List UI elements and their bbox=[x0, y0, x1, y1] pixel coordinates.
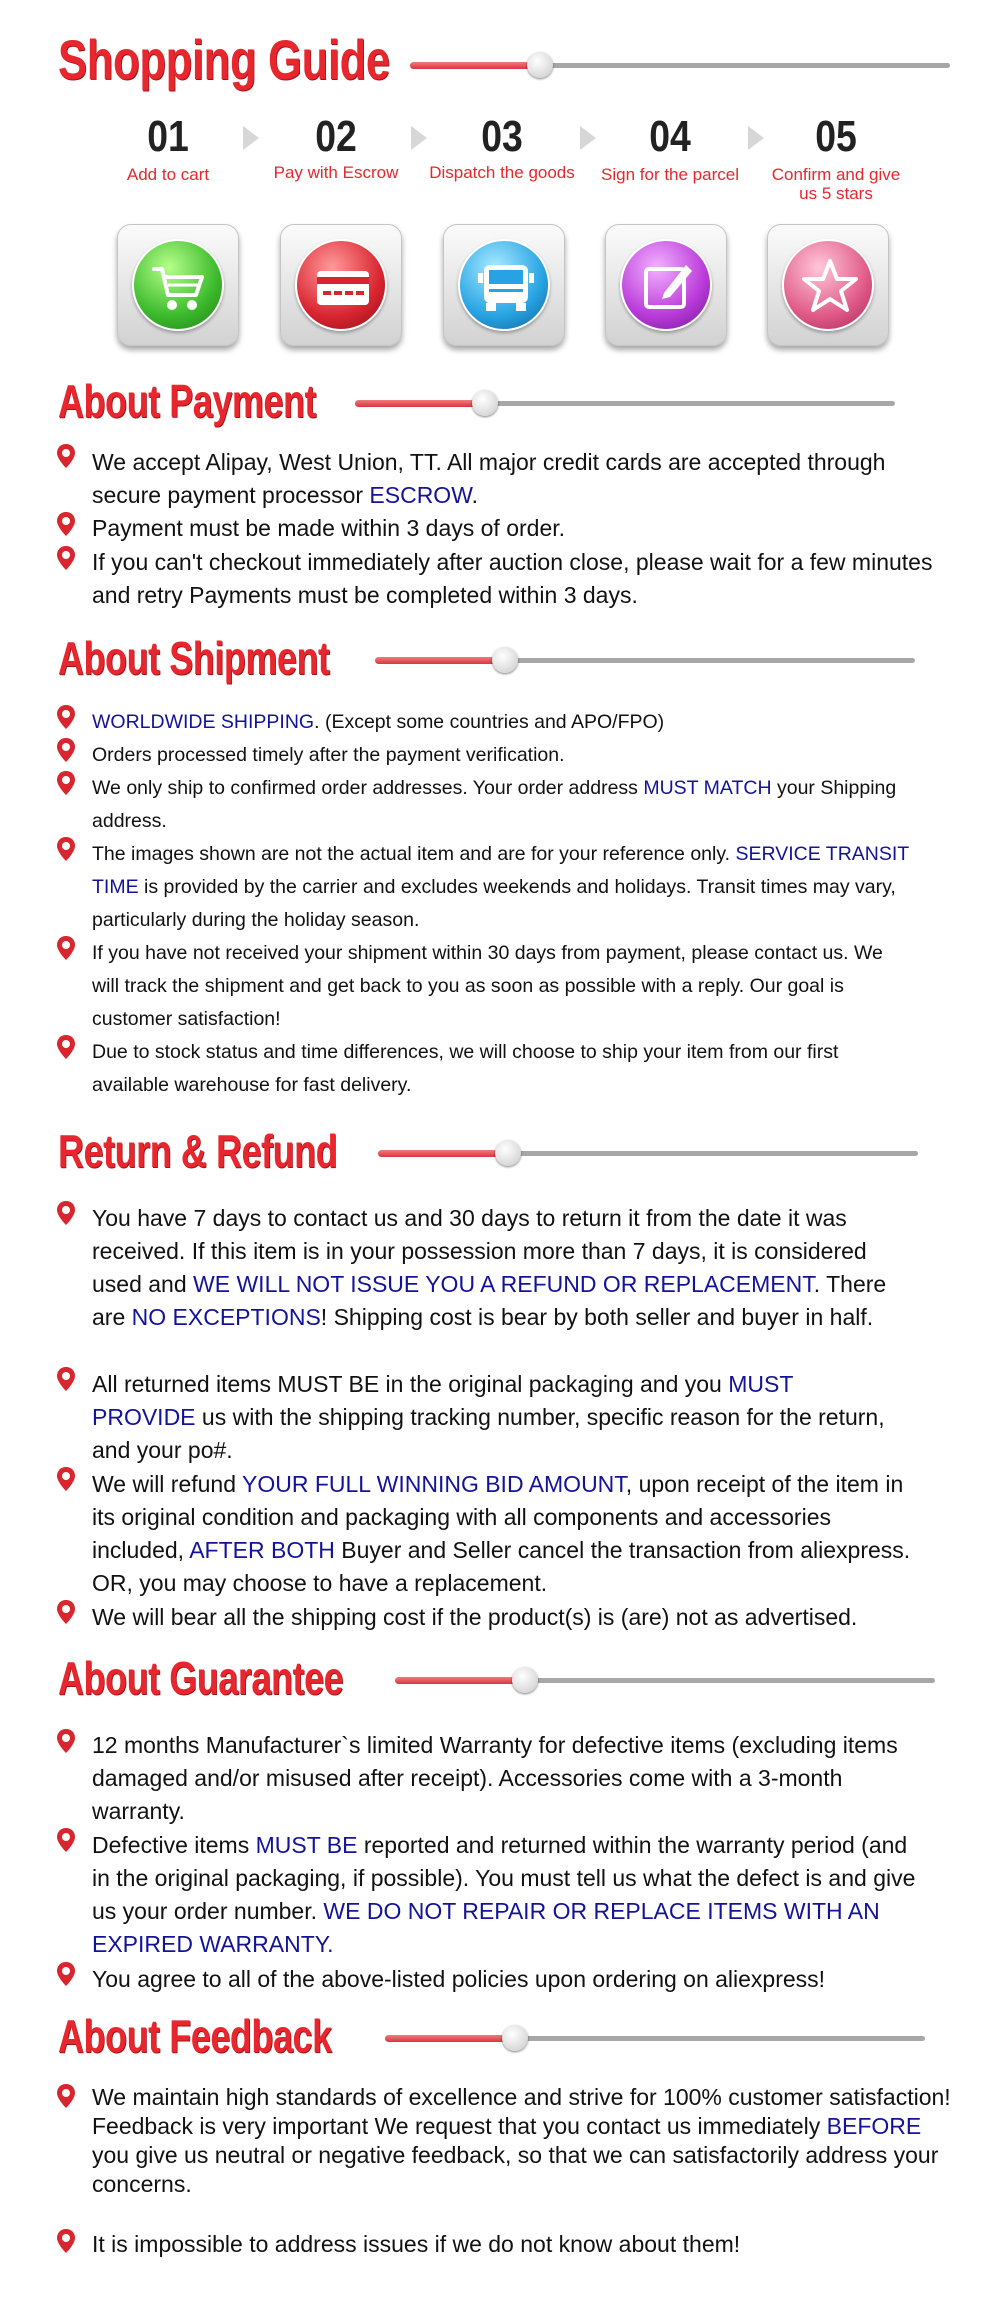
about-payment-title: About Payment bbox=[58, 375, 317, 427]
feedback-slider bbox=[385, 2025, 925, 2051]
map-pin-icon bbox=[56, 1827, 76, 1853]
step-arrow-icon bbox=[243, 126, 259, 150]
map-pin-icon bbox=[56, 2083, 76, 2109]
refund-item bbox=[92, 1202, 902, 1334]
text-segment: . There are bbox=[92, 1271, 887, 1330]
step-4-tile bbox=[605, 224, 727, 346]
step-3-tile bbox=[443, 224, 565, 346]
highlighted-text: YOUR FULL WINNING BID AMOUNT bbox=[242, 1471, 626, 1497]
text-segment: . (Except some countries and APO/FPO) bbox=[314, 711, 665, 733]
map-pin-icon bbox=[56, 511, 76, 537]
text-segment: We accept Alipay, West Union, TT. All major credit cards are accepted through secure payment processor bbox=[92, 449, 886, 508]
guarantee-item bbox=[92, 1829, 922, 1961]
text-segment: you give us neutral or negative feedback, so that we can satisfactorily address your concerns. bbox=[92, 2142, 939, 2197]
guarantee-item bbox=[92, 1729, 932, 1828]
map-pin-icon bbox=[56, 1366, 76, 1392]
step-label: Dispatch the goods bbox=[429, 163, 575, 182]
payment-item bbox=[92, 546, 942, 612]
highlighted-text: WE DO NOT REPAIR OR REPLACE ITEMS WITH AN EXPIRED WARRANTY. bbox=[92, 1898, 880, 1957]
map-pin-icon bbox=[56, 737, 76, 763]
text-segment: ! Shipping cost is bear by both seller and buyer in half. bbox=[320, 1304, 874, 1330]
step-number: 02 bbox=[315, 112, 357, 161]
text-segment: We will refund bbox=[92, 1471, 242, 1497]
step-label: Sign for the parcel bbox=[601, 165, 739, 184]
text-segment: It is impossible to address issues if we do not know about them! bbox=[92, 2231, 741, 2257]
text-segment: reported and returned within the warranty period (and in the original packaging, if possible). You must tell us what the defect is and give us your order number. bbox=[92, 1832, 916, 1924]
text-segment: We only ship to confirmed order addresses. Your order address bbox=[92, 777, 644, 799]
step-number: 03 bbox=[481, 112, 523, 161]
about-shipment-title: About Shipment bbox=[58, 632, 330, 684]
step-arrow-icon bbox=[748, 126, 764, 150]
text-segment: If you have not received your shipment within 30 days from payment, please contact us. We will track the shipment and get back to you as soon as possible with a reply. Our goal is customer satisfaction! bbox=[92, 942, 883, 1030]
shopping-guide-title: Shopping Guide bbox=[58, 28, 390, 91]
step-number: 04 bbox=[649, 112, 691, 161]
map-pin-icon bbox=[56, 545, 76, 571]
step-label: Pay with Escrow bbox=[273, 163, 399, 182]
step-5-tile bbox=[767, 224, 889, 346]
highlighted-text: NO EXCEPTIONS bbox=[131, 1304, 321, 1330]
step-label: Add to cart bbox=[126, 165, 210, 184]
highlighted-text: MUST PROVIDE bbox=[92, 1371, 793, 1430]
highlighted-text: BEFORE bbox=[826, 2113, 922, 2139]
payment-item bbox=[92, 512, 942, 545]
return-refund-title: Return & Refund bbox=[58, 1125, 338, 1177]
shipment-item bbox=[92, 1036, 892, 1102]
text-segment: The images shown are not the actual item and are for your reference only. bbox=[92, 843, 736, 865]
highlighted-text: SERVICE TRANSIT TIME bbox=[92, 843, 909, 898]
payment-slider bbox=[355, 390, 895, 416]
text-segment: We will bear all the shipping cost if the product(s) is (are) not as advertised. bbox=[92, 1604, 858, 1630]
credit-card-icon bbox=[311, 255, 375, 319]
highlighted-text: ESCROW bbox=[369, 482, 472, 508]
map-pin-icon bbox=[56, 1034, 76, 1060]
guarantee-item bbox=[92, 1963, 992, 1996]
map-pin-icon bbox=[56, 2228, 76, 2254]
text-segment: We maintain high standards of excellence and strive for 100% customer satisfaction! Feedback is very important We request that you contact us immediately bbox=[92, 2084, 951, 2139]
highlighted-text: MUST MATCH bbox=[643, 777, 772, 799]
map-pin-icon bbox=[56, 836, 76, 862]
shipment-item bbox=[92, 739, 942, 772]
map-pin-icon bbox=[56, 443, 76, 469]
map-pin-icon bbox=[56, 1599, 76, 1625]
payment-item bbox=[92, 446, 942, 512]
guarantee-slider bbox=[395, 1667, 935, 1693]
map-pin-icon bbox=[56, 770, 76, 796]
step-label: Confirm and give us 5 stars bbox=[771, 165, 901, 203]
map-pin-icon bbox=[56, 1728, 76, 1754]
delivery-truck-icon bbox=[474, 255, 538, 319]
text-segment: , upon receipt of the item in its original condition and packaging with all components and accessories included, bbox=[92, 1471, 904, 1563]
highlighted-text: MUST BE bbox=[255, 1832, 358, 1858]
step-arrow-icon bbox=[411, 126, 427, 150]
text-segment: Defective items bbox=[92, 1832, 256, 1858]
text-segment: All returned items MUST BE in the original packaging and you bbox=[92, 1371, 729, 1397]
highlighted-text: AFTER BOTH bbox=[189, 1537, 335, 1563]
text-segment: Due to stock status and time differences, we will choose to ship your item from our first available warehouse for fast delivery. bbox=[92, 1041, 839, 1096]
text-segment: If you can't checkout immediately after auction close, please wait for a few minutes and retry Payments must be completed within 3 days. bbox=[92, 549, 933, 608]
refund-slider bbox=[378, 1140, 918, 1166]
shopping-cart-icon bbox=[148, 255, 212, 319]
text-segment: . bbox=[471, 482, 479, 508]
map-pin-icon bbox=[56, 1961, 76, 1987]
star-icon bbox=[798, 255, 862, 319]
text-segment: You have 7 days to contact us and 30 days to return it from the date it was received. If this item is in your possession more than 7 days, it is considered used and bbox=[92, 1205, 867, 1297]
highlighted-text: WORLDWIDE SHIPPING bbox=[92, 711, 315, 733]
edit-pencil-icon bbox=[636, 255, 700, 319]
map-pin-icon bbox=[56, 704, 76, 730]
text-segment: Orders processed timely after the payment verification. bbox=[92, 744, 565, 766]
shipment-item bbox=[92, 937, 892, 1036]
text-segment: Buyer and Seller cancel the transaction from aliexpress. OR, you may choose to have a replacement. bbox=[92, 1537, 911, 1596]
text-segment: 12 months Manufacturer`s limited Warranty for defective items (excluding items damaged and/or misused after receipt). Accessories come with a 3-month warranty. bbox=[92, 1732, 898, 1824]
step-number: 01 bbox=[147, 112, 189, 161]
shipment-slider bbox=[375, 647, 915, 673]
shipment-item bbox=[92, 772, 912, 838]
feedback-item bbox=[92, 2083, 952, 2199]
highlighted-text: WE WILL NOT ISSUE YOU A REFUND OR REPLACEMENT bbox=[193, 1271, 814, 1297]
map-pin-icon bbox=[56, 1200, 76, 1226]
step-arrow-icon bbox=[580, 126, 596, 150]
about-guarantee-title: About Guarantee bbox=[58, 1652, 344, 1704]
step-2-tile bbox=[280, 224, 402, 346]
step-1-tile bbox=[117, 224, 239, 346]
text-segment: Payment must be made within 3 days of order. bbox=[92, 515, 566, 541]
text-segment: us with the shipping tracking number, specific reason for the return, and your po#. bbox=[92, 1404, 885, 1463]
feedback-item bbox=[92, 2228, 952, 2261]
map-pin-icon bbox=[56, 1466, 76, 1492]
refund-item bbox=[92, 1468, 922, 1600]
text-segment: You agree to all of the above-listed policies upon ordering on aliexpress! bbox=[92, 1966, 826, 1992]
shipment-item bbox=[92, 706, 942, 739]
step-number: 05 bbox=[815, 112, 857, 161]
shopping-guide-slider bbox=[410, 52, 950, 78]
shipment-item bbox=[92, 838, 942, 937]
about-feedback-title: About Feedback bbox=[58, 2010, 332, 2062]
text-segment: your Shipping address. bbox=[92, 777, 897, 832]
refund-item bbox=[92, 1601, 992, 1634]
refund-item bbox=[92, 1368, 902, 1467]
map-pin-icon bbox=[56, 935, 76, 961]
text-segment: is provided by the carrier and excludes weekends and holidays. Transit times may vary, particularly during the holiday season. bbox=[92, 876, 896, 931]
